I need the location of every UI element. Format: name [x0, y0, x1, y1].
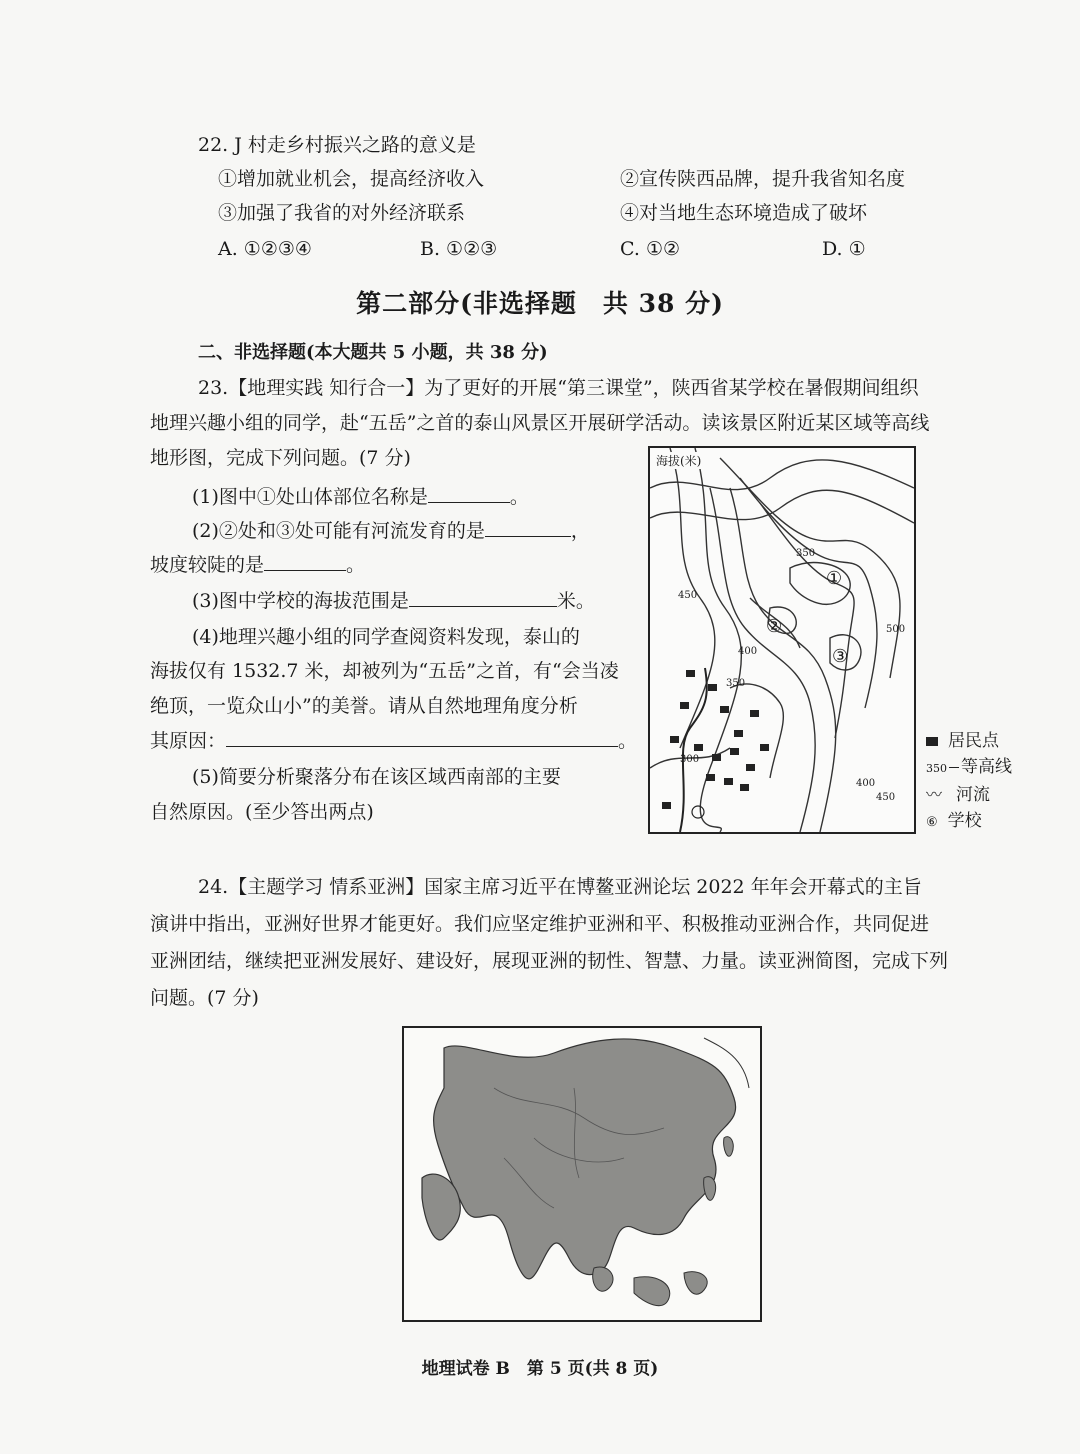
map-contour-label: 300: [680, 754, 700, 765]
q23-sub2b-text: 坡度较陡的是: [150, 554, 265, 576]
q23-sub4-line3: 绝顶，一览众山小”的美誉。请从自然地理角度分析: [150, 695, 578, 717]
q22-choice-a: A. ①②③④: [218, 238, 312, 260]
q23-sub4-label: 其原因：: [150, 730, 227, 752]
contour-line-icon: [949, 767, 959, 768]
legend-settlement: [926, 728, 1036, 754]
q23-sub3-text: (3)图中学校的海拔范围是: [192, 590, 409, 612]
q22-stem: 22. J 村走乡村振兴之路的意义是: [198, 134, 476, 156]
q23-sub4-line1: (4)地理兴趣小组的同学查阅资料发现，泰山的: [192, 626, 580, 648]
school-icon: ⑥: [926, 815, 938, 830]
q23-sub2b: [150, 548, 365, 582]
q23-sub3: [192, 584, 595, 618]
map-contour-label: 350: [796, 548, 816, 559]
part2-subtitle: 二、非选择题(本大题共 5 小题，共 38 分): [198, 342, 548, 363]
map-unit-label: 海拔(米): [656, 454, 702, 468]
q23-sub2-comma: ，: [570, 520, 590, 542]
map-contour-label: 400: [738, 646, 758, 657]
q23-intro-line2: 地理兴趣小组的同学，赴“五岳”之首的泰山风景区开展研学活动。读该景区附近某区域等高线: [150, 412, 930, 434]
q23-sub2-blank-1[interactable]: [485, 514, 571, 537]
legend-school: [926, 808, 1036, 836]
part2-title: 第二部分(非选择题 共 38 分): [356, 289, 724, 318]
river-icon: 〰: [926, 785, 943, 804]
q24-line1: 24.【主题学习 情系亚洲】国家主席习近平在博鳌亚洲论坛 2022 年年会开幕式的主旨: [198, 876, 922, 898]
q23-sub1-end: 。: [509, 486, 529, 508]
q23-sub5-line2: 自然原因。(至少答出两点): [150, 801, 374, 823]
q23-intro-line1: 23.【地理实践 知行合一】为了更好的开展“第三课堂”，陕西省某学校在暑假期间组织: [198, 377, 919, 399]
legend-contour-label: 等高线: [961, 757, 1012, 777]
legend-contour-value: 350: [926, 762, 947, 775]
q24-line2: 演讲中指出，亚洲好世界才能更好。我们应坚定维护亚洲和平、积极推动亚洲合作，共同促进: [150, 913, 930, 935]
asia-map-graphic: [404, 1028, 760, 1320]
q24-line4: 问题。(7 分): [150, 987, 259, 1009]
map-mark-3: ③: [832, 646, 849, 667]
q22-choice-b: B. ①②③: [420, 238, 498, 260]
q23-sub2-text: (2)②处和③处可能有河流发育的是: [192, 520, 485, 542]
legend-contour: [926, 754, 1036, 782]
q23-sub4-line4: [150, 724, 637, 758]
q23-sub1-blank[interactable]: [428, 480, 510, 503]
map-mark-2: ②: [766, 616, 783, 637]
legend-settlement-label: 居民点: [948, 731, 999, 751]
settlement-icon: [926, 737, 938, 746]
q23-sub3-end: 米。: [556, 590, 595, 612]
map-contour-label: 400: [856, 778, 876, 789]
map-mark-1: ①: [826, 568, 843, 589]
legend-river-label: 河流: [956, 785, 990, 805]
q23-sub3-blank[interactable]: [409, 584, 557, 607]
q24-line3: 亚洲团结，继续把亚洲发展好、建设好，展现亚洲的韧性、智慧、力量。读亚洲简图，完成下列: [150, 950, 949, 972]
q22-option-4: ④对当地生态环境造成了破坏: [620, 202, 868, 224]
q23-intro-line3: 地形图，完成下列问题。(7 分): [150, 447, 411, 469]
asia-map: [402, 1026, 762, 1322]
q23-sub4-line2: 海拔仅有 1532.7 米，却被列为“五岳”之首，有“会当凌: [150, 660, 619, 682]
q23-sub2-blank-2[interactable]: [264, 548, 346, 571]
legend-river: [926, 782, 1036, 808]
q22-option-1: ①增加就业机会，提高经济收入: [218, 168, 485, 190]
q22-choice-c: C. ①②: [620, 238, 681, 260]
map-legend: [926, 728, 1036, 836]
contour-lines-graphic: [650, 448, 914, 832]
q23-sub1-text: (1)图中①处山体部位名称是: [192, 486, 428, 508]
legend-school-label: 学校: [947, 811, 982, 831]
q22-option-2: ②宣传陕西品牌，提升我省知名度: [620, 168, 906, 190]
q23-sub4-end: 。: [618, 730, 638, 752]
q23-sub4-blank[interactable]: [226, 724, 618, 747]
q22-choice-d: D. ①: [822, 238, 866, 260]
q23-sub1: [192, 480, 529, 514]
contour-map: [648, 446, 916, 834]
map-contour-label: 450: [678, 590, 698, 601]
map-contour-label: 500: [886, 624, 906, 635]
q22-option-3: ③加强了我省的对外经济联系: [218, 202, 466, 224]
map-contour-label: 350: [726, 678, 746, 689]
q23-sub2b-end: 。: [346, 554, 366, 576]
q23-sub5-line1: (5)简要分析聚落分布在该区域西南部的主要: [192, 766, 561, 788]
map-contour-label: 450: [876, 792, 896, 803]
q23-sub2: [192, 514, 590, 548]
page-footer: 地理试卷 B 第 5 页(共 8 页): [421, 1359, 659, 1379]
